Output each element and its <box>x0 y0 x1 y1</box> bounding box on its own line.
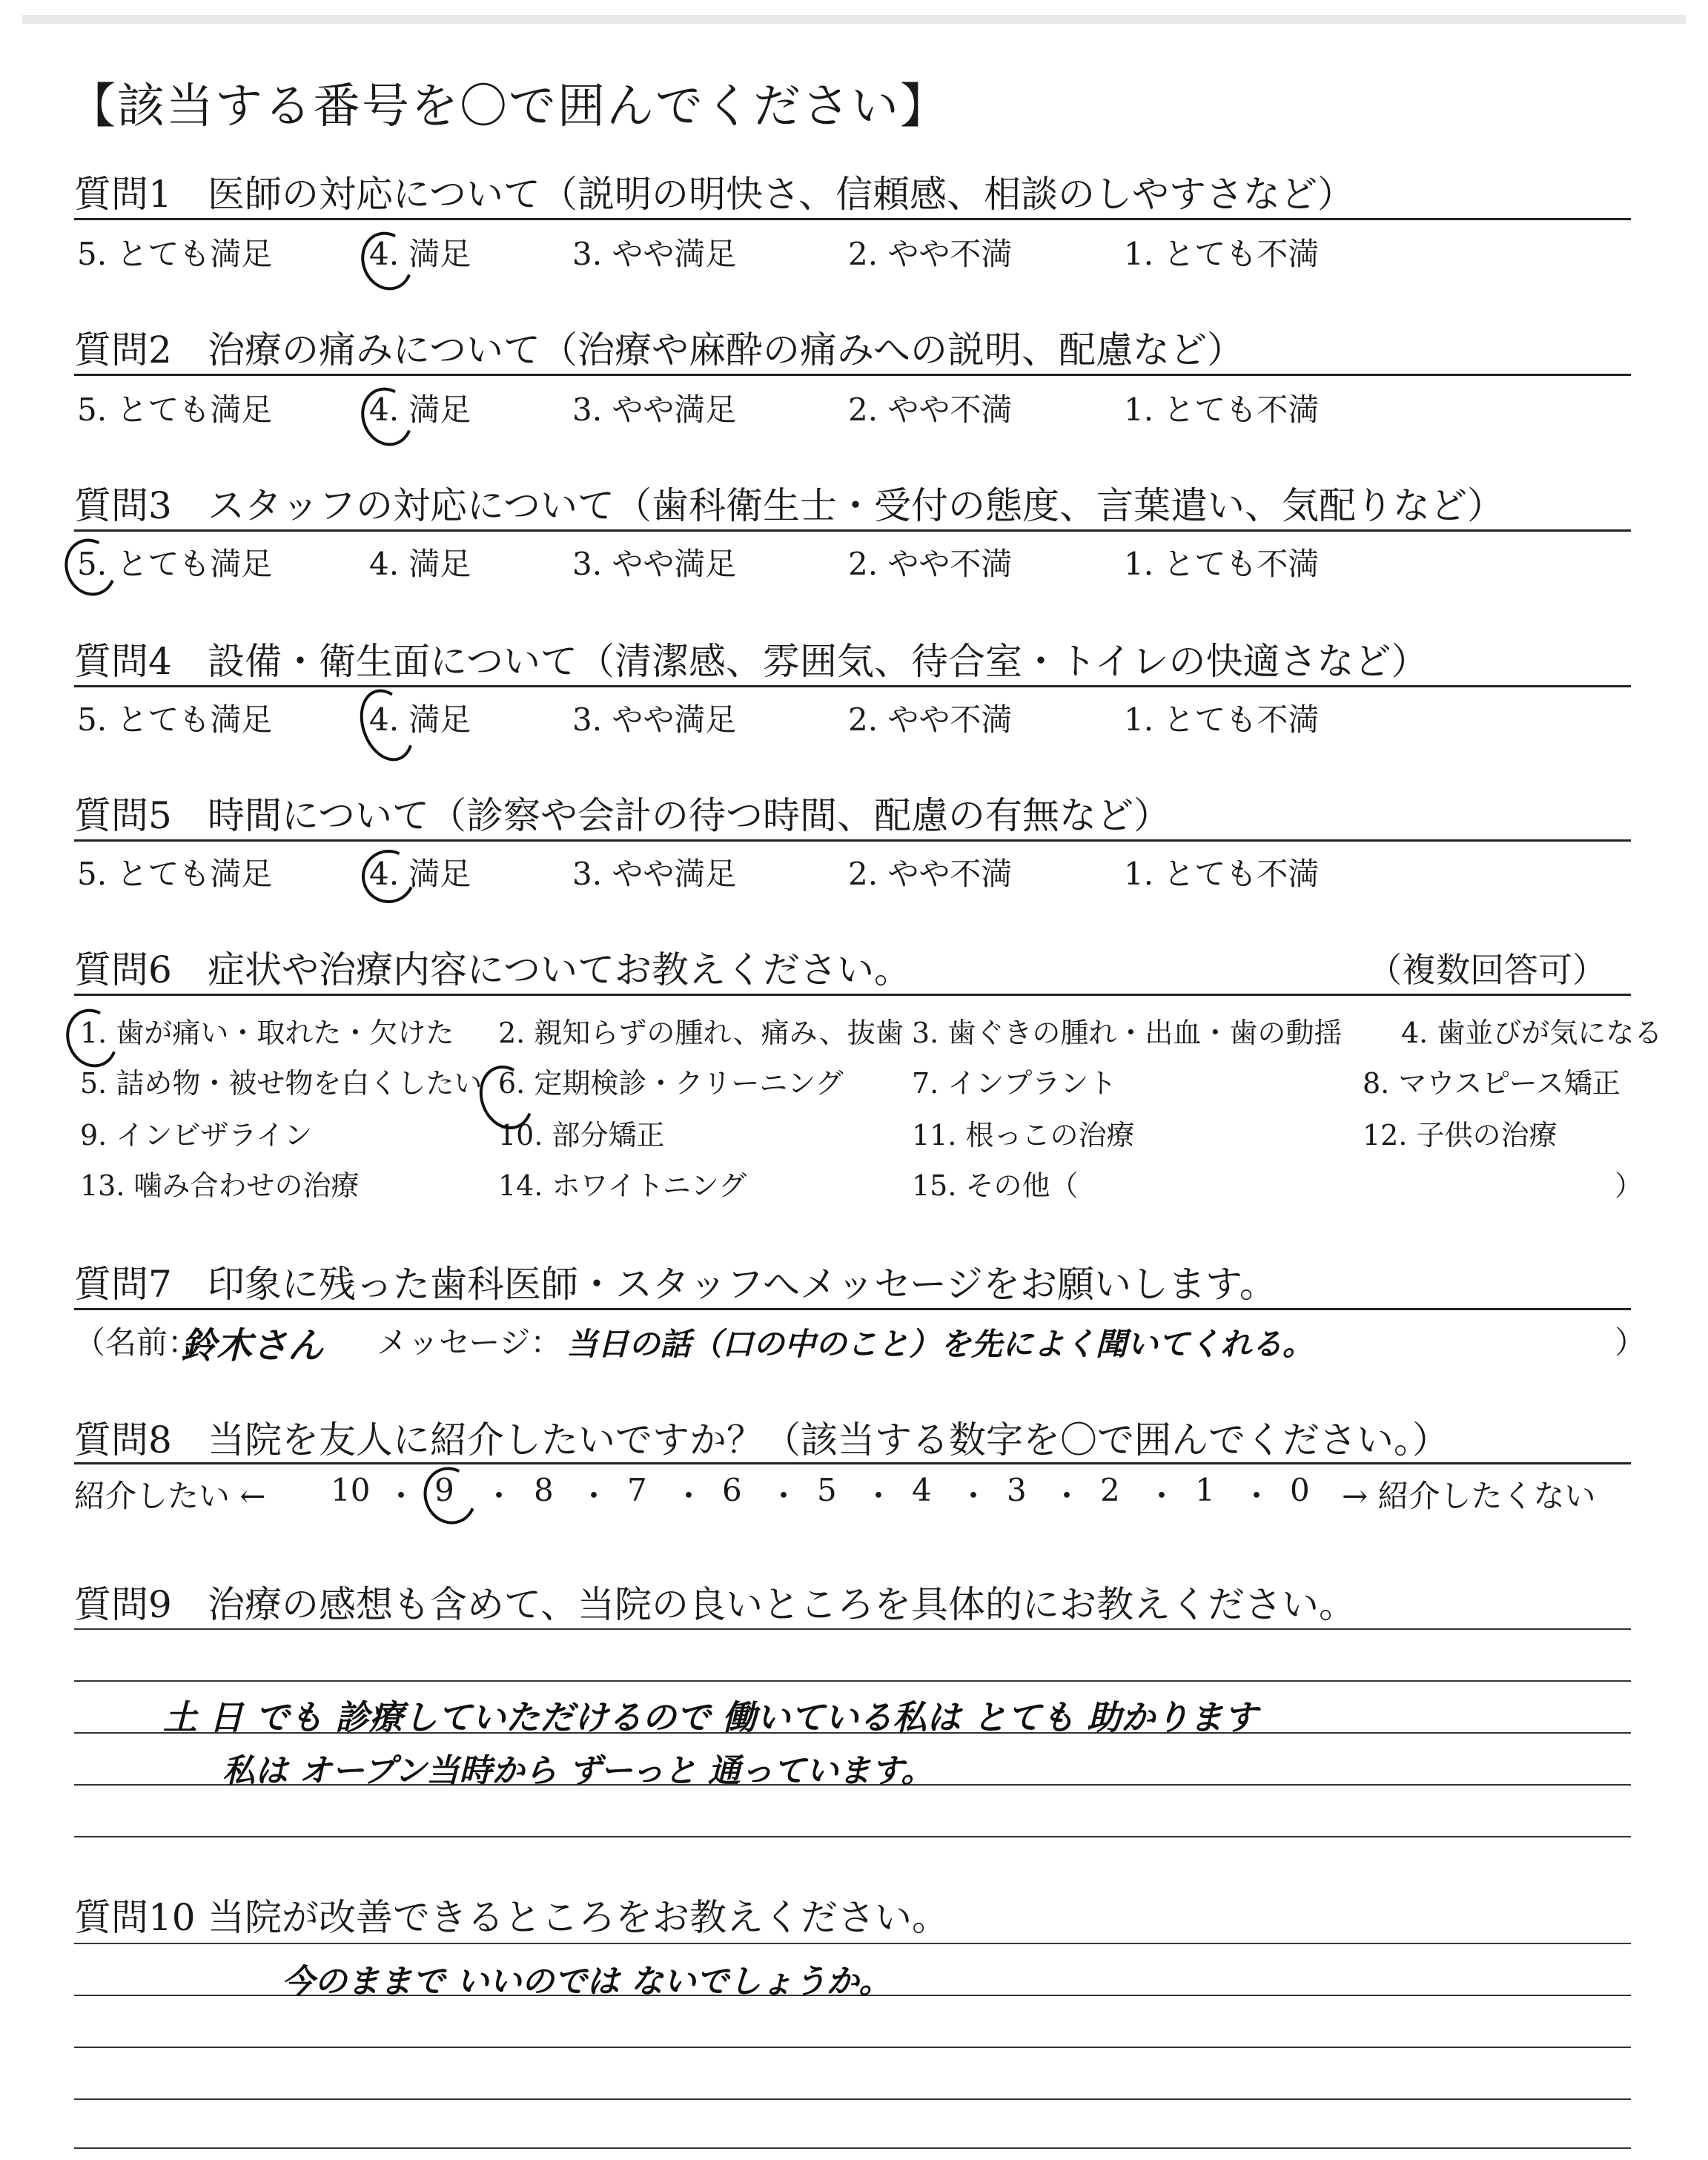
q8-dot-4: ・ <box>673 1478 705 1514</box>
q3-option-3[interactable]: 3. やや満足 <box>572 546 737 582</box>
q7-name-value[interactable]: 鈴木さん <box>181 1325 324 1367</box>
q9-text: 治療の感想も含めて、当院の良いところを具体的にお教えください。 <box>208 1583 1356 1626</box>
q6-item-4[interactable]: 4. 歯並びが気になる <box>1401 1017 1663 1049</box>
q8-answer-circle <box>416 1459 484 1531</box>
q8-number: 質問8 <box>74 1418 172 1462</box>
q8-scale-8[interactable]: 8 <box>534 1472 554 1508</box>
q9-line-1 <box>74 1628 1631 1630</box>
q2-option-3[interactable]: 3. やや満足 <box>572 392 737 428</box>
q1-option-2[interactable]: 2. やや不満 <box>848 236 1013 272</box>
q1-title <box>74 165 1354 218</box>
q4-option-5[interactable]: 5. とても満足 <box>77 701 273 738</box>
q1-option-5[interactable]: 5. とても満足 <box>77 236 273 272</box>
q7-name-label: （名前： <box>74 1324 199 1361</box>
q4-option-4[interactable]: 4. 満足 <box>369 701 471 738</box>
q8-dot-10: ・ <box>1241 1478 1273 1514</box>
q2-number: 質問2 <box>74 328 172 371</box>
q6-multiple-answers-note: （複数回答可） <box>1368 950 1606 990</box>
q6-item-15-close: ） <box>1615 1169 1644 1202</box>
q5-rule <box>74 839 1631 842</box>
q9-line-2 <box>74 1680 1631 1682</box>
q8-dot-1: ・ <box>385 1478 417 1514</box>
q8-dot-2: ・ <box>483 1478 515 1514</box>
q8-left-label: 紹介したい ← <box>74 1478 266 1514</box>
q8-scale-0[interactable]: 0 <box>1290 1472 1310 1508</box>
q6-item-1[interactable]: 1. 歯が痛い・取れた・欠けた <box>80 1017 454 1049</box>
q10-line-1 <box>74 1943 1631 1944</box>
q4-title <box>74 632 1429 685</box>
q10-line-4 <box>74 2098 1631 2100</box>
q6-text: 症状や治療内容についてお教えください。 <box>208 948 911 991</box>
q10-line-5 <box>74 2147 1631 2149</box>
q10-text: 当院が改善できるところをお教えください。 <box>208 1896 949 1939</box>
q8-right-label: → 紹介したくない <box>1342 1478 1596 1514</box>
q3-option-4[interactable]: 4. 満足 <box>369 546 471 582</box>
q8-rule <box>74 1462 1631 1464</box>
q7-message-label: メッセージ： <box>377 1324 562 1361</box>
q10-line-3 <box>74 2047 1631 2048</box>
q9-number: 質問9 <box>74 1583 172 1626</box>
q8-scale-3[interactable]: 3 <box>1007 1472 1027 1508</box>
q8-scale-7[interactable]: 7 <box>627 1472 647 1508</box>
q9-answer-line-1[interactable]: 土 日 でも 診療していただけるので 働いている私は とても 助かります <box>163 1697 1258 1737</box>
q6-item-13[interactable]: 13. 噛み合わせの治療 <box>80 1169 360 1202</box>
q8-scale-1[interactable]: 1 <box>1195 1472 1215 1508</box>
q7-message-value[interactable]: 当日の話（口の中のこと）を先によく聞いてくれる。 <box>566 1326 1314 1362</box>
q3-option-1[interactable]: 1. とても不満 <box>1124 546 1320 582</box>
q1-rule <box>74 218 1631 220</box>
q5-number: 質問5 <box>74 794 172 837</box>
q5-option-5[interactable]: 5. とても満足 <box>77 856 273 892</box>
q2-option-4[interactable]: 4. 満足 <box>369 392 471 428</box>
q6-item-8[interactable]: 8. マウスピース矯正 <box>1363 1067 1621 1100</box>
q4-option-1[interactable]: 1. とても不満 <box>1124 701 1320 738</box>
q10-title <box>74 1888 949 1941</box>
q8-scale-4[interactable]: 4 <box>912 1472 932 1508</box>
q8-scale-9[interactable]: 9 <box>434 1472 454 1508</box>
q5-option-1[interactable]: 1. とても不満 <box>1124 856 1320 892</box>
q6-item-11[interactable]: 11. 根っこの治療 <box>912 1119 1135 1152</box>
q4-option-2[interactable]: 2. やや不満 <box>848 701 1013 738</box>
q9-answer-line-2[interactable]: 私は オープン当時から ずーっと 通っています。 <box>222 1752 934 1790</box>
q6-item-15[interactable]: 15. その他（ <box>912 1169 1079 1202</box>
scan-edge <box>22 15 1686 24</box>
q4-option-3[interactable]: 3. やや満足 <box>572 701 737 738</box>
q8-title <box>74 1410 1449 1464</box>
q1-number: 質問1 <box>74 173 172 216</box>
q6-title <box>74 940 911 994</box>
q10-answer-line-1[interactable]: 今のままで いいのでは ないでしょうか。 <box>282 1963 892 2001</box>
q7-text: 印象に残った歯科医師・スタッフへメッセージをお願いします。 <box>208 1263 1277 1306</box>
q8-dot-7: ・ <box>958 1478 990 1514</box>
q6-item-3[interactable]: 3. 歯ぐきの腫れ・出血・歯の動揺 <box>912 1017 1343 1049</box>
q3-option-5[interactable]: 5. とても満足 <box>77 546 273 582</box>
q6-item-12[interactable]: 12. 子供の治療 <box>1363 1119 1558 1152</box>
q8-scale-5[interactable]: 5 <box>817 1472 837 1508</box>
q6-number: 質問6 <box>74 948 172 991</box>
q8-dot-6: ・ <box>863 1478 895 1514</box>
q6-item-5[interactable]: 5. 詰め物・被せ物を白くしたい <box>80 1067 483 1100</box>
q8-scale-10[interactable]: 10 <box>331 1472 371 1508</box>
q3-text: スタッフの対応について（歯科衛生士・受付の態度、言葉遣い、気配りなど） <box>208 484 1504 527</box>
q6-item-10[interactable]: 10. 部分矯正 <box>498 1119 665 1152</box>
q4-text: 設備・衛生面について（清潔感、雰囲気、待合室・トイレの快適さなど） <box>208 640 1429 683</box>
q3-number: 質問3 <box>74 484 172 527</box>
q5-option-2[interactable]: 2. やや不満 <box>848 856 1013 892</box>
q8-dot-3: ・ <box>578 1478 610 1514</box>
q9-title <box>74 1575 1356 1628</box>
q2-option-5[interactable]: 5. とても満足 <box>77 392 273 428</box>
q7-close-paren: ） <box>1615 1324 1646 1361</box>
q8-scale-6[interactable]: 6 <box>722 1472 742 1508</box>
q5-title <box>74 786 1171 839</box>
q7-title <box>74 1255 1277 1308</box>
q6-rule <box>74 994 1631 996</box>
q6-item-7[interactable]: 7. インプラント <box>912 1067 1117 1100</box>
q3-option-2[interactable]: 2. やや不満 <box>848 546 1013 582</box>
q2-rule <box>74 374 1631 376</box>
q3-rule <box>74 529 1631 532</box>
q1-option-4[interactable]: 4. 満足 <box>369 236 471 272</box>
q7-number: 質問7 <box>74 1263 172 1306</box>
q4-answer-circle <box>351 681 423 768</box>
q8-scale-2[interactable]: 2 <box>1100 1472 1120 1508</box>
q6-item-14[interactable]: 14. ホワイトニング <box>498 1169 747 1202</box>
q5-text: 時間について（診察や会計の待つ時間、配慮の有無など） <box>208 794 1171 837</box>
q4-rule <box>74 685 1631 687</box>
q2-option-2[interactable]: 2. やや不満 <box>848 392 1013 428</box>
q4-number: 質問4 <box>74 640 172 683</box>
q6-item-9[interactable]: 9. インビザライン <box>80 1119 313 1152</box>
q5-option-4[interactable]: 4. 満足 <box>369 856 471 892</box>
q1-option-1[interactable]: 1. とても不満 <box>1124 236 1320 272</box>
q9-line-5 <box>74 1836 1631 1837</box>
q6-item-6[interactable]: 6. 定期検診・クリーニング <box>498 1067 844 1100</box>
q6-item-2[interactable]: 2. 親知らずの腫れ、痛み、抜歯 <box>498 1017 904 1049</box>
form-title: 【該当する番号を〇で囲んでください】 <box>68 79 949 134</box>
q1-text: 医師の対応について（説明の明快さ、信頼感、相談のしやすさなど） <box>208 173 1354 216</box>
q3-title <box>74 476 1504 529</box>
q8-dot-8: ・ <box>1051 1478 1083 1514</box>
q8-text: 当院を友人に紹介したいですか？（該当する数字を〇で囲んでください。） <box>208 1418 1449 1462</box>
q5-option-3[interactable]: 3. やや満足 <box>572 856 737 892</box>
q10-number: 質問10 <box>74 1896 196 1939</box>
q7-rule <box>74 1308 1631 1310</box>
q2-option-1[interactable]: 1. とても不満 <box>1124 392 1320 428</box>
q8-dot-9: ・ <box>1146 1478 1178 1514</box>
q1-option-3[interactable]: 3. やや満足 <box>572 236 737 272</box>
q2-title <box>74 320 1244 374</box>
q8-dot-5: ・ <box>768 1478 800 1514</box>
q2-text: 治療の痛みについて（治療や麻酔の痛みへの説明、配慮など） <box>208 328 1244 371</box>
